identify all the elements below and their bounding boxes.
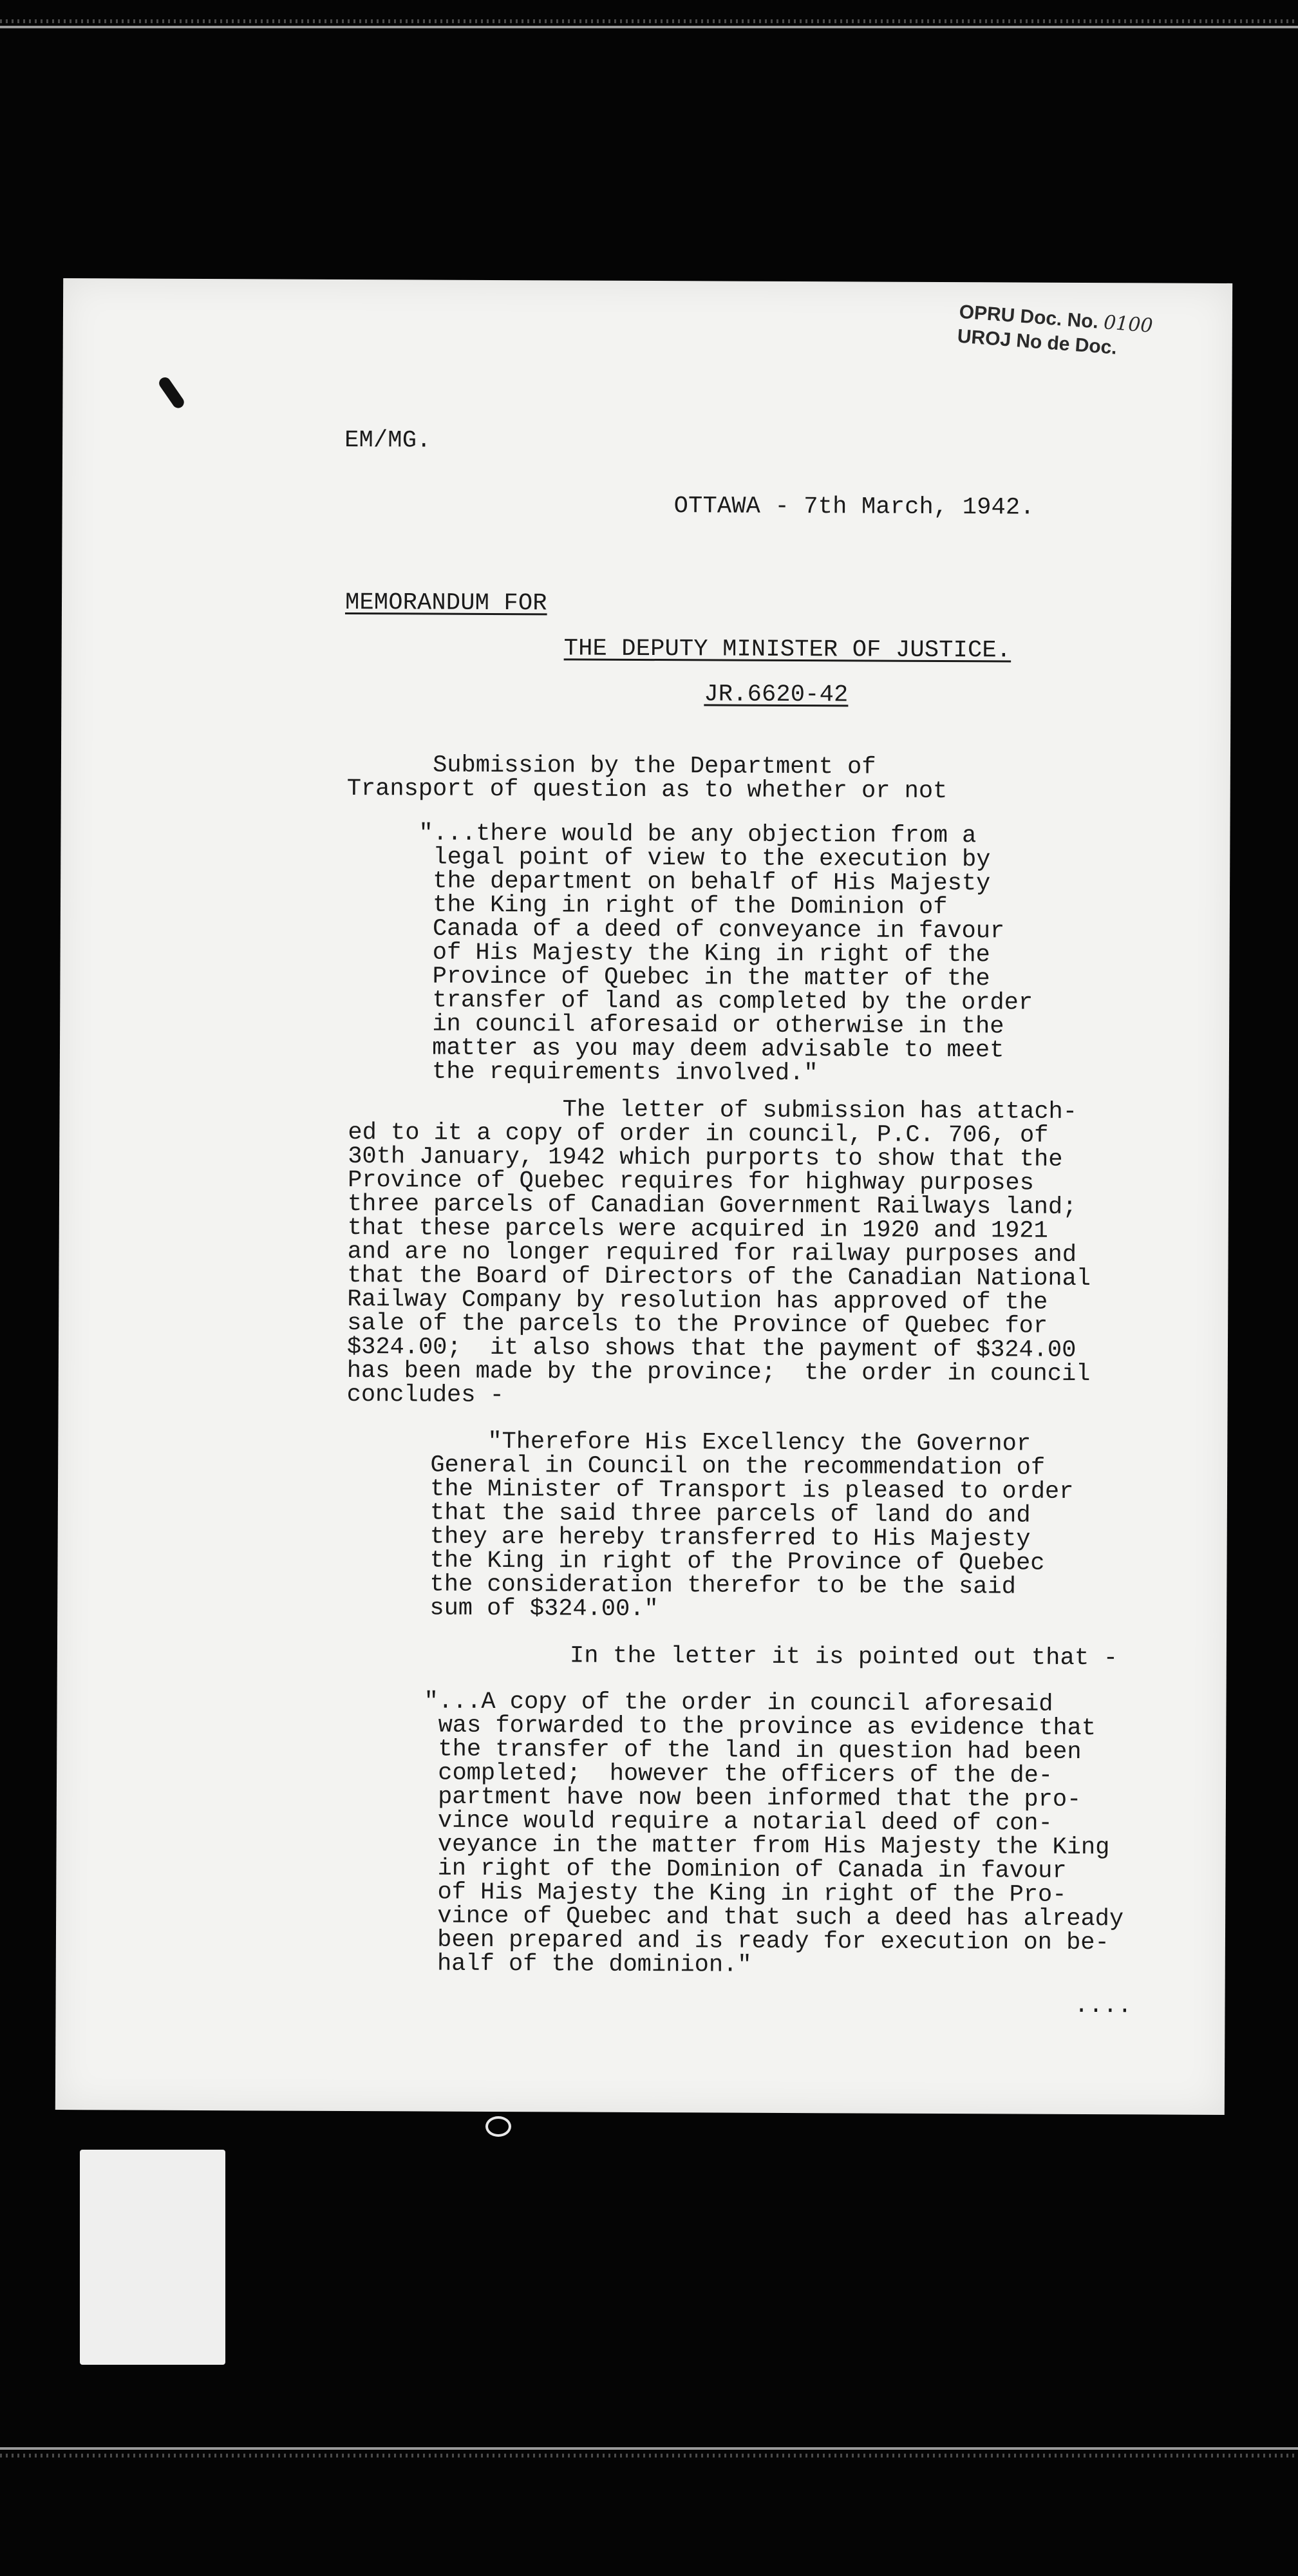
text-line: transfer of land as completed by the order: [418, 987, 1033, 1017]
text-line: and are no longer required for railway purposes and: [347, 1238, 1077, 1269]
place-date: OTTAWA - 7th March, 1942.: [673, 493, 1035, 522]
text-line: The letter of submission has attach-: [348, 1095, 1078, 1126]
text-line: that the said three parcels of land do and: [415, 1499, 1031, 1530]
text-line: General in Council on the recommendation of: [416, 1452, 1046, 1482]
text-line: legal point of view to the execution by: [419, 844, 991, 874]
target-card: [80, 2150, 225, 2365]
text-line: that these parcels were acquired in 1920 and 1921: [347, 1214, 1048, 1245]
text-line: was forwarded to the province as evidence that: [424, 1712, 1096, 1743]
quoted-order-in-council: [415, 1430, 1074, 1623]
text-line: $324.00; it also shows that the payment of $324.00: [346, 1333, 1077, 1364]
text-line: in council aforesaid or otherwise in the: [418, 1010, 1004, 1041]
text-line: "Therefore His Excellency the Governor: [416, 1428, 1031, 1458]
text-line: completed; however the officers of the de-: [423, 1759, 1053, 1790]
film-artifact: [485, 2116, 511, 2137]
film-edge-bottom: [0, 2454, 1298, 2458]
quoted-question: [418, 822, 1034, 1086]
addressee: THE DEPUTY MINISTER OF JUSTICE.: [563, 635, 1011, 665]
document-page: [55, 278, 1232, 2115]
film-border-bottom: [0, 2447, 1298, 2450]
text-line: "...there would be any objection from a: [419, 820, 977, 850]
ink-mark: [157, 375, 187, 410]
text-line: sale of the parcels to the Province of Quebec for: [347, 1309, 1048, 1340]
text-line: the consideration therefor to be the said: [415, 1571, 1017, 1601]
reference-initials: EM/MG.: [344, 426, 431, 455]
text-line: the Minister of Transport is pleased to order: [415, 1475, 1074, 1506]
text-line: the department on behalf of His Majesty: [419, 867, 991, 898]
text-line: ed to it a copy of order in council, P.C. 706, of: [348, 1119, 1049, 1150]
text-line: the King in right of the Dominion of: [418, 891, 948, 922]
memo-heading: MEMORANDUM FOR: [344, 589, 547, 618]
text-line: Railway Company by resolution has approved of the: [347, 1285, 1048, 1316]
text-line: concludes -: [346, 1381, 504, 1410]
text-line: vince of Quebec and that such a deed has already: [423, 1902, 1124, 1933]
continuation-marker: ....: [1074, 1992, 1133, 2020]
stamp-number: 0100: [1102, 311, 1154, 337]
text-line: vince would require a notarial deed of con-: [423, 1807, 1053, 1837]
paragraph-submission: [347, 753, 948, 804]
text-line: sum of $324.00.": [415, 1595, 659, 1624]
text-line: that the Board of Directors of the Canadian National: [347, 1262, 1091, 1293]
text-line: Province of Quebec requires for highway purposes: [348, 1166, 1034, 1197]
text-line: veyance in the matter from His Majesty the King: [423, 1831, 1110, 1862]
stamp-label: OPRU Doc. No.: [958, 301, 1100, 333]
film-edge-top: [0, 19, 1298, 23]
stamp-label-french: UROJ No de Doc.: [956, 325, 1118, 359]
paragraph-pointed-out: In the letter it is pointed out that -: [569, 1642, 1118, 1672]
document-number-stamp: [957, 300, 1192, 366]
paragraph-letter-of-submission: [347, 1097, 1092, 1410]
text-line: three parcels of Canadian Government Railways land;: [347, 1190, 1077, 1221]
text-line: Transport of question as to whether or not: [346, 775, 948, 806]
text-line: Canada of a deed of conveyance in favour: [418, 915, 1005, 945]
text-line: Submission by the Department of: [346, 751, 876, 781]
text-line: half of the dominion.": [422, 1950, 752, 1979]
text-line: the King in right of the Province of Quebec: [415, 1547, 1045, 1577]
file-number: JR.6620-42: [704, 681, 849, 709]
text-line: matter as you may deem advisable to meet: [417, 1034, 1004, 1065]
quoted-letter-excerpt: [423, 1690, 1125, 1980]
text-line: of His Majesty the King in right of the: [418, 939, 990, 969]
text-line: partment have now been informed that the pro-: [423, 1783, 1082, 1814]
text-line: has been made by the province; the order in council: [346, 1357, 1091, 1388]
film-border-top: [0, 26, 1298, 28]
text-line: been prepared and is ready for execution on be-: [422, 1926, 1109, 1957]
text-line: they are hereby transferred to His Majesty: [415, 1523, 1031, 1553]
text-line: "...A copy of the order in council aforesaid: [424, 1688, 1053, 1718]
text-line: in right of the Dominion of Canada in favour: [423, 1855, 1067, 1885]
text-line: 30th January, 1942 which purports to show that the: [348, 1142, 1063, 1173]
text-line: the transfer of the land in question had been: [424, 1736, 1082, 1766]
text-line: Province of Quebec in the matter of the: [418, 963, 990, 993]
text-line: of His Majesty the King in right of the Pro-: [423, 1879, 1067, 1909]
text-line: the requirements involved.": [417, 1058, 818, 1088]
